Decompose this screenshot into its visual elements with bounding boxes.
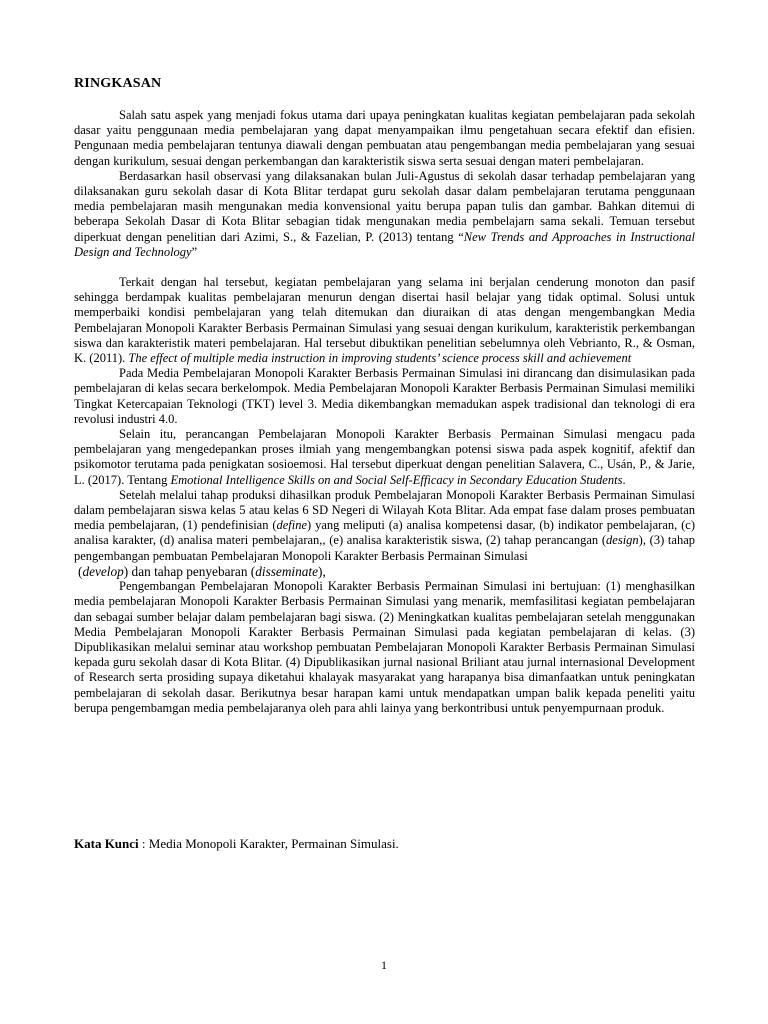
term-develop: develop [82, 563, 124, 579]
paragraph-6-part-a: Setelah melalui tahap produksi dihasilkan produk Pembelajaran Monopoli Karakter Berbasis Permainan Simulasi dalam pembelajaran siswa kelas 5 atau kelas 6 SD Negeri di Wilayah Kota Blitar. Ada empat fase dalam proses pembuatan media pembelajaran, (1) pendefinisian ( [74, 487, 695, 533]
paragraph-6-part-b: ) yang meliputi (a) analisa kompetensi dasar, (b) indikator pembelajaran, (c) analisa karakter, (d) analisa materi pembelajaran,, (e) analisa karakteristik siswa, (2) tahap perancangan ( [74, 518, 695, 548]
paragraph-8: Pengembangan Pembelajaran Monopoli Karakter Berbasis Permainan Simulasi ini bertujuan: (1) menghasilkan media pembelajaran Monopoli Karakter Berbasis Permainan Simulasi yang menarik, memfasilitasi kegiatan pembelajaran dan sebagai sumber belajar dalam pembelajaran bagi siswa. (2) Meningkatkan kualitas pembelajaran setelah menggunakan Media Pembelajaran Monopoli Karakter Berbasis Permainan Simulasi pada kegiatan pembelajaran di kelas. (3) Dipublikasikan melalui seminar atau workshop pembuatan Pembelajaran Monopoli Karakter Berbasis Permainan Simulasi kepada guru sekolah dasar di Kota Blitar. (4) Dipublikasikan jurnal nasional Briliant atau jurnal internasional Development of Research serta prosiding supaya diketahui khalayak masyarakat yang harapanya bisa dimanfaatkan untuk peningkatan pembelajaran di sekolah dasar. Berikutnya besar harapan kami untuk mendapatkan umpan balik kepada peneliti yaitu berupa pengembamgan media pembelajaranya oleh para ahli lainya yang berkontribusi untuk penyempurnaan produk. [74, 579, 695, 715]
keywords-label: Kata Kunci [74, 836, 139, 851]
paragraph-5-text: Selain itu, perancangan Pembelajaran Monopoli Karakter Berbasis Permainan Simulasi mengacu pada pembelajaran yang mengedepankan proses ilmiah yang mengembangkan potensi siswa pada aspek kognitif, afektif dan psikomotor terutama pada penigkatan sosioemosi. Hal tersebut diperkuat dengan penelitian Salavera, C., Usán, P., & Jarie, L. (2017). Tentang [74, 427, 695, 487]
paragraph-6-part-c: ), (3) tahap pengembangan pembuatan Pembelajaran Monopoli Karakter Berbasis Permainan Simulasi [74, 533, 695, 563]
paragraph-7 [74, 564, 695, 579]
reference-title-vebrianto: The effect of multiple media instruction in improving students’ science process skill and achievement [128, 351, 632, 366]
paragraph-5-end: . [622, 472, 626, 487]
paragraph-2-text: Berdasarkan hasil observasi yang dilaksanakan bulan Juli-Agustus di sekolah dasar terhadap pembelajaran yang dilaksanakan guru sekolah dasar di Kota Blitar terdapat guru sekolah dasar dalam pembelajaran terutama penggunaan media pembelajaran masih mengunakan media konvensional yaitu berupa papan tulis dan gambar. Bahkan ditemui di beberapa Sekolah Dasar di Kota Blitar sebagian tidak mengunakan media pembelajarn sama sekali. Temuan tersebut diperkuat dengan penelitian dari Azimi, S., & Fazelian, P. (2013) tentang “ [74, 168, 695, 244]
paragraph-6 [74, 488, 695, 564]
reference-title-salavera: Emotional Intelligence Skills on and Social Self-Efficacy in Secondary Education Students [170, 472, 623, 487]
paragraph-1: Salah satu aspek yang menjadi fokus utama dari upaya peningkatan kualitas kegiatan pembelajaran pada sekolah dasar yaitu penggunaan media pembelajaran yang dapat menyampaikan ilmu pengetahuan secara efektif dan efisien. Pengunaan media pembelajaran tentunya diawali dengan pembuatan atau pengembangan media pembelajaran yang sesuai dengan kurikulum, sesuai dengan perkembangan dan karakteristik siswa serta sesuai dengan materi pembelajaran. [74, 108, 695, 168]
term-define: define [276, 518, 308, 533]
paragraph-7-part-a: ( [78, 563, 83, 579]
summary-body [74, 108, 695, 716]
paragraph-3 [74, 275, 695, 366]
paragraph-7-part-b: ) dan tahap penyebaran ( [123, 563, 256, 579]
term-design: design [606, 533, 639, 548]
keywords [74, 836, 695, 852]
section-heading: RINGKASAN [74, 76, 162, 91]
paragraph-5 [74, 427, 695, 488]
paragraph-4: Pada Media Pembelajaran Monopoli Karakter Berbasis Permainan Simulasi ini dirancang dan disimulasikan pada pembelajaran di kelas secara berkelompok. Media Pembelajaran Monopoli Karakter Berbasis Permainan Simulasi memiliki Tingkat Ketercapaian Teknologi (TKT) level 3. Media dikembangkan memadukan aspek tradisional dan teknologi di era revolusi industri 4.0. [74, 366, 695, 426]
paragraph-7-part-c: ), [318, 563, 326, 579]
paragraph-3-text: Terkait dengan hal tersebut, kegiatan pembelajaran yang selama ini berjalan cenderung monoton dan pasif sehingga berdampak kualitas pembelajaran menurun dengan disertai hasil belajar yang tidak optimal. Solusi untuk memperbaiki kondisi pembelajaran yang telah ditemukan dan diuraikan di atas dengan mengembangkan Media Pembelajaran Monopoli Karakter Berbasis Permainan Simulasi yang sesuai dengan kurikulum, karakteristik perkembangan siswa dan karakteristik materi pembelajaran. Hal tersebut dibuktikan penelitian sebelumnya oleh Vebrianto, R., & Osman, K. (2011). [74, 275, 695, 366]
page-number: 1 [381, 958, 387, 972]
paragraph-2 [74, 169, 695, 260]
keywords-value: : Media Monopoli Karakter, Permainan Simulasi. [138, 836, 399, 851]
reference-title-azimi: New Trends and Approaches in Instructional Design and Technology [74, 229, 696, 259]
paragraph-2-end: ” [191, 244, 198, 259]
term-disseminate: disseminate [255, 563, 319, 579]
